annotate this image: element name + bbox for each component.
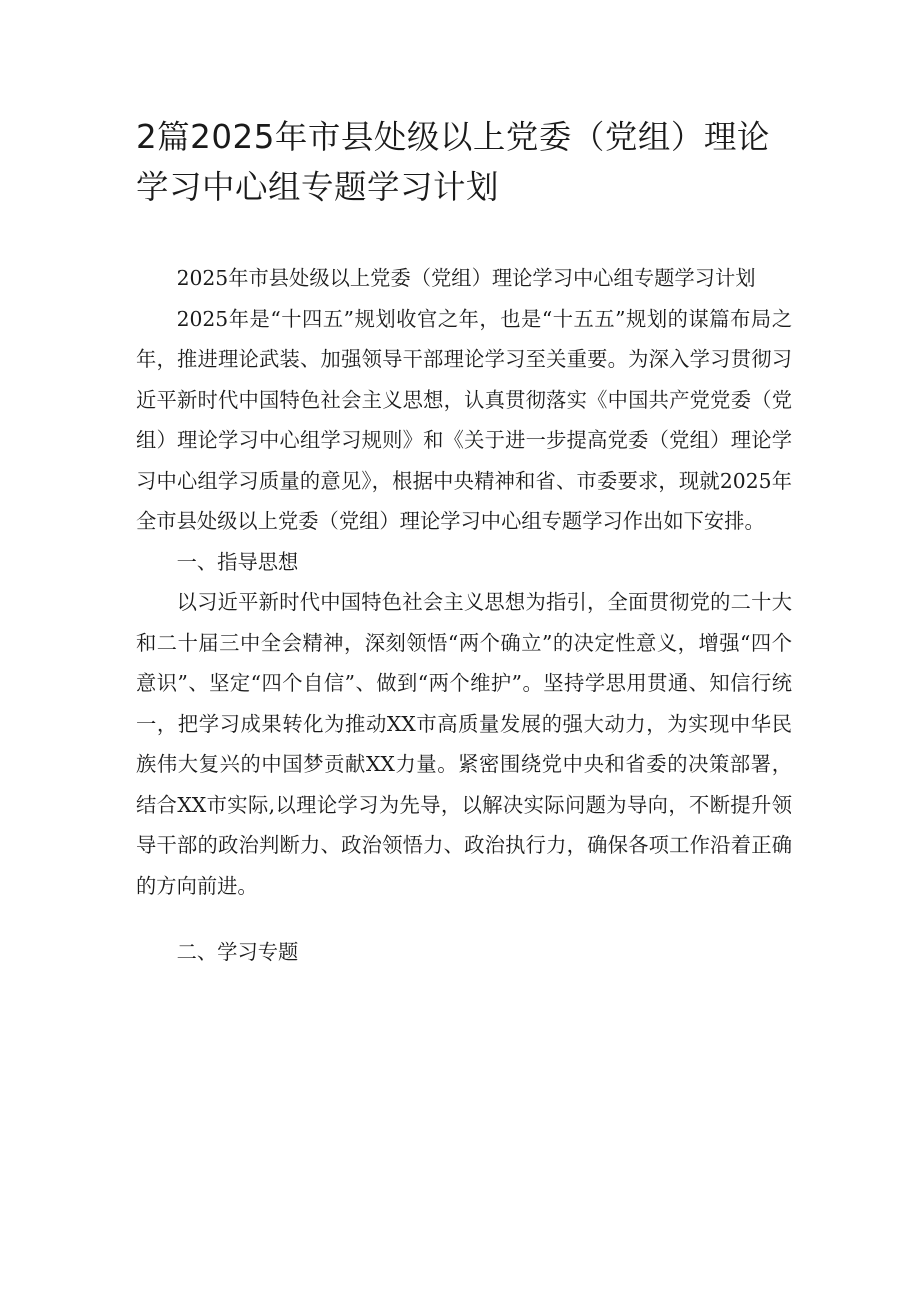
- intro-paragraph: 2025年是“十四五”规划收官之年，也是“十五五”规划的谋篇布局之年，推进理论武装、加强领导干部理论学习至关重要。为深入学习贯彻习近平新时代中国特色社会主义思想，认真贯彻落实《中国共产党党委（党组）理论学习中心组学习规则》和《关于进一步提高党委（党组）理论学习中心组学习质量的意见》，根据中央精神和省、市委要求，现就2025年全市县处级以上党委（党组）理论学习中心组专题学习作出如下安排。: [136, 306, 792, 533]
- document-title: 2篇2025年市县处级以上党委（党组）理论学习中心组专题学习计划: [136, 118, 770, 206]
- document-body: [136, 258, 792, 973]
- document-subtitle: 2025年市县处级以上党委（党组）理论学习中心组专题学习计划: [176, 266, 756, 290]
- section-heading-guiding-ideology: 一、指导思想: [176, 549, 299, 574]
- section-heading-study-topics: 二、学习专题: [176, 940, 299, 964]
- guiding-ideology-paragraph: 以习近平新时代中国特色社会主义思想为指引，全面贯彻党的二十大和二十届三中全会精神，深刻领悟“两个确立”的决定性意义，增强“四个意识”、坚定“四个自信”、做到“两个维护”。坚持学思用贯通、知信行统一，把学习成果转化为推动XX市高质量发展的强大动力，为实现中华民族伟大复兴的中国梦贡献XX力量。紧密围绕党中央和省委的决策部署，结合XX市实际,以理论学习为先导，以解决实际问题为导向，不断提升领导干部的政治判断力、政治领悟力、政治执行力，确保各项工作沿着正确的方向前进。: [136, 590, 792, 898]
